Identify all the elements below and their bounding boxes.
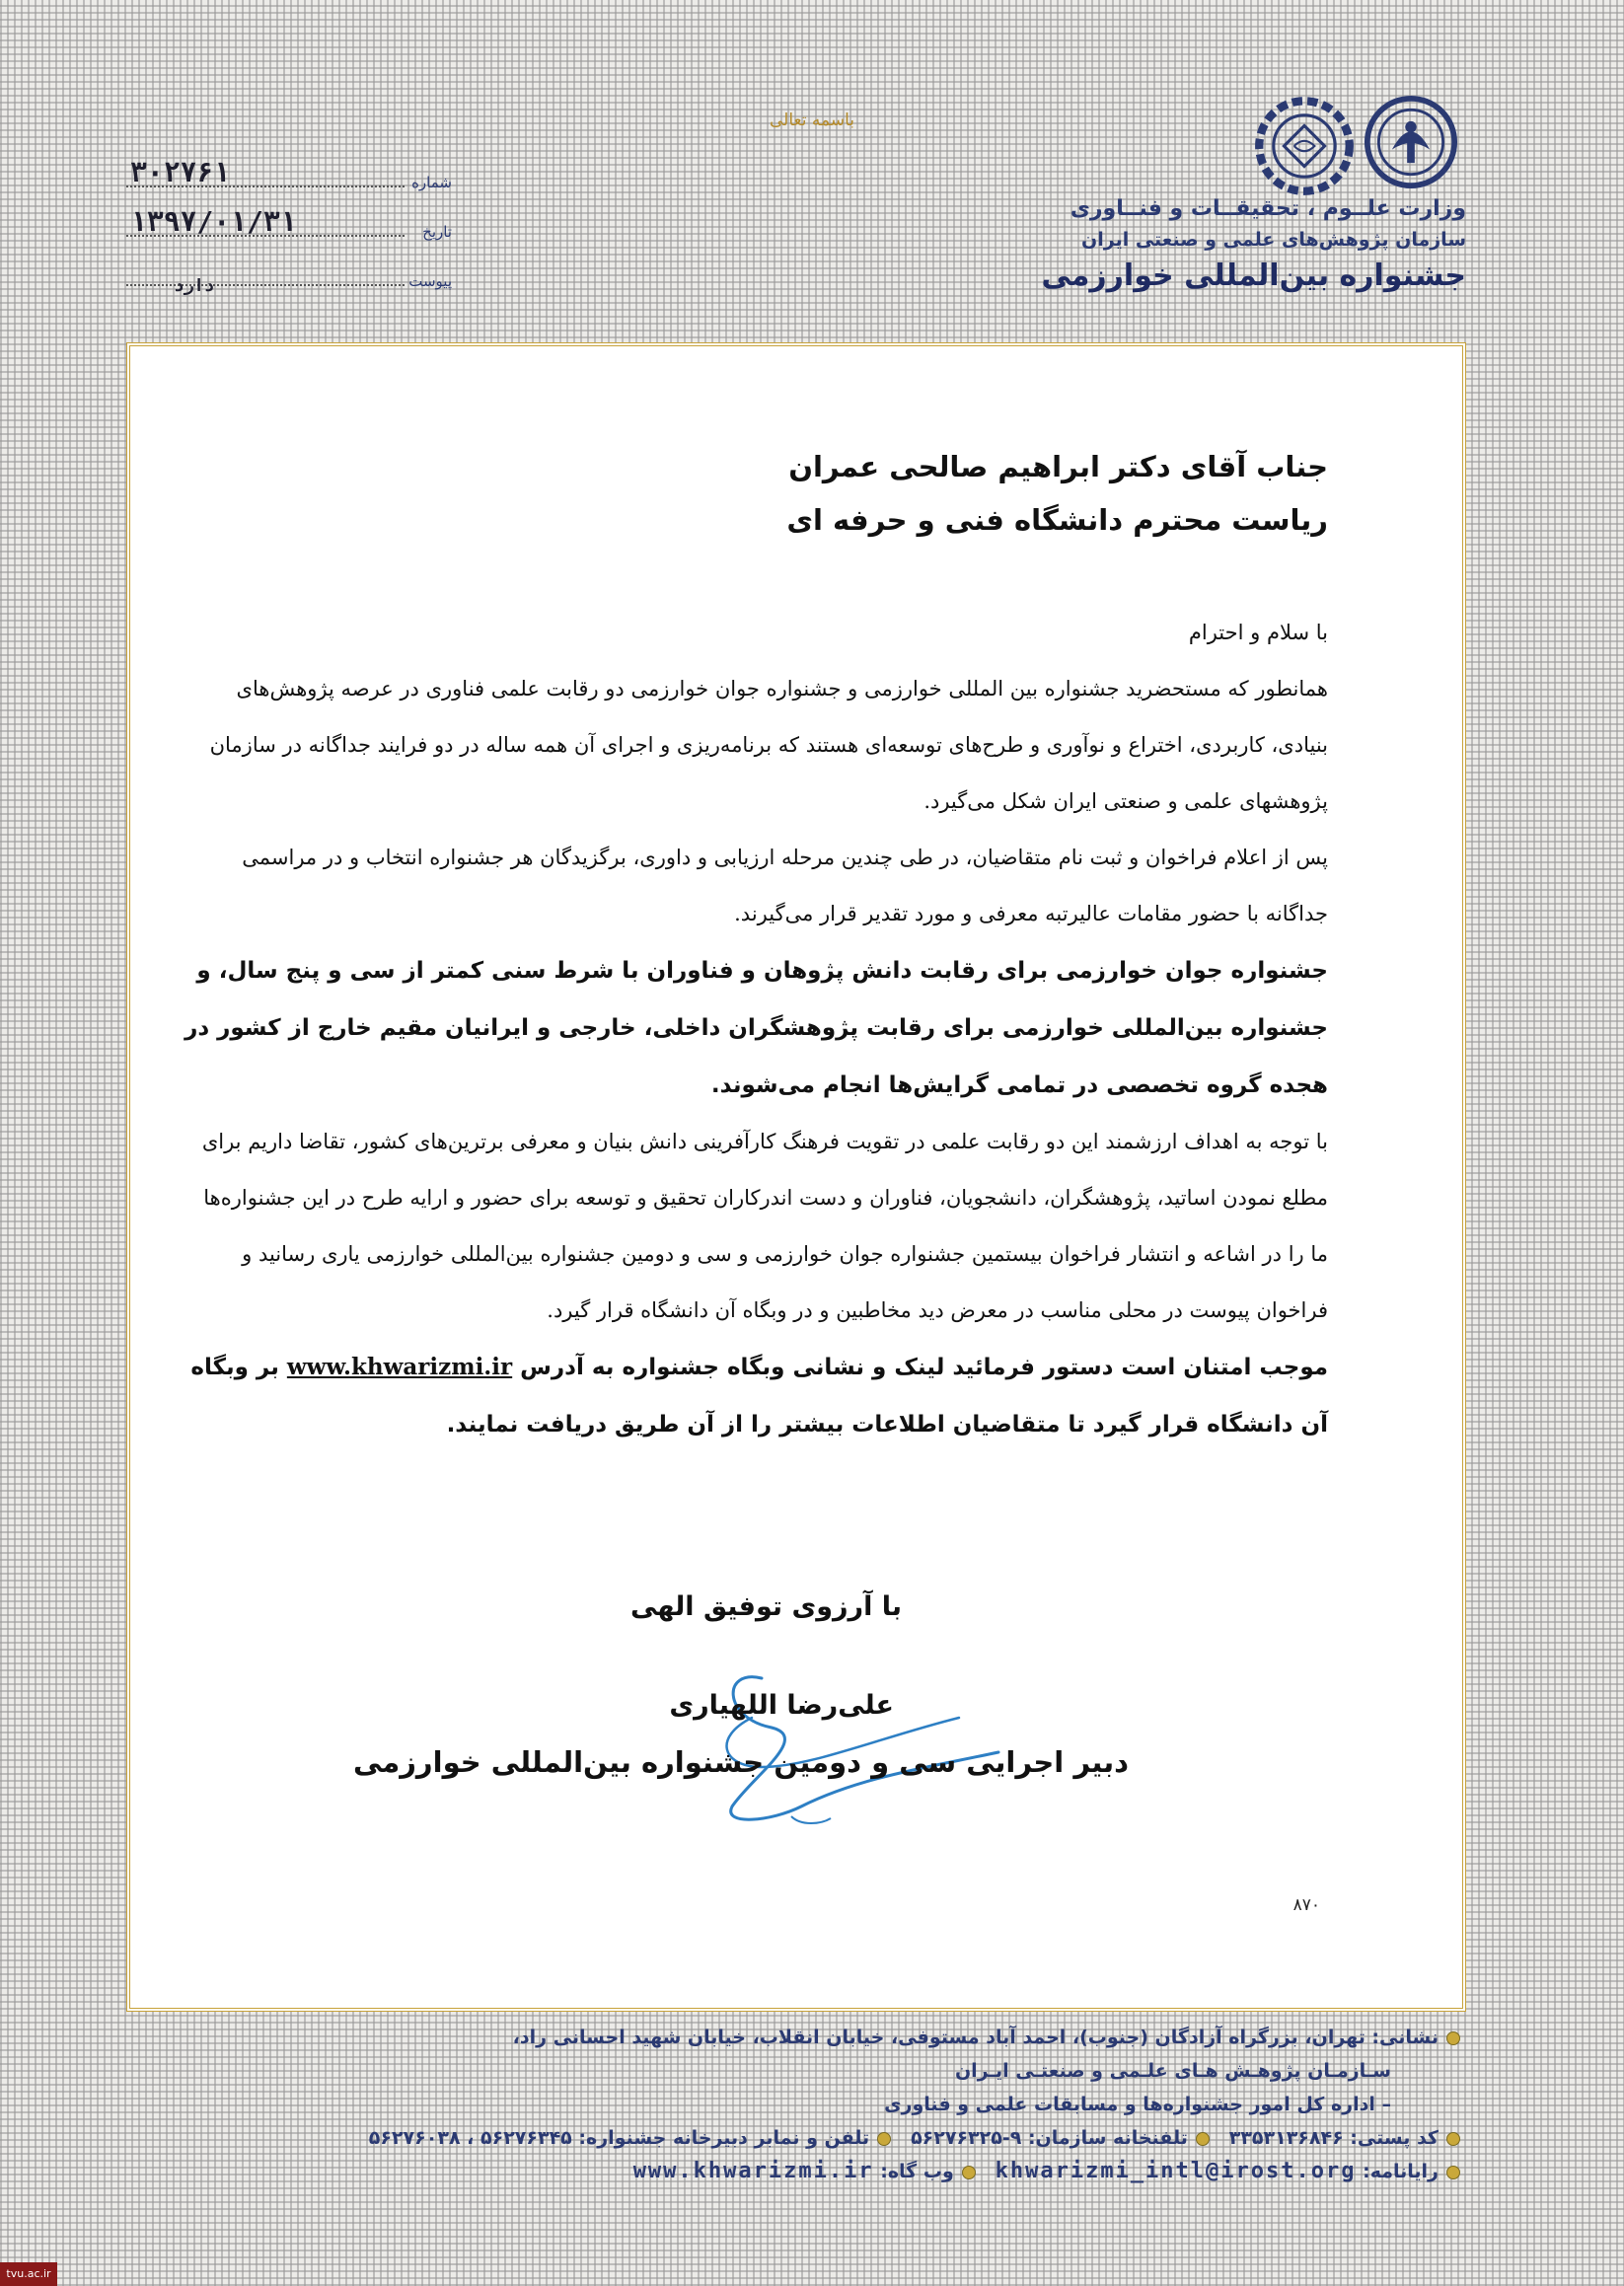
switchboard-phone: تلفنخانه سازمان: ۹-۵۶۲۷۶۳۲۵ <box>911 2127 1188 2149</box>
bullet-icon <box>1446 2166 1460 2179</box>
footer-organization: سـازمـان پژوهـش هـای علـمی و صنعتـی ایـران <box>954 2060 1391 2082</box>
meta-number-label: شماره <box>411 174 452 191</box>
letter-body-frame <box>126 342 1466 2012</box>
bullet-icon <box>877 2132 891 2146</box>
footer-contacts <box>168 2155 1460 2188</box>
recipient-block <box>440 440 1328 547</box>
signer-name: علی‌رضا اللهیاری <box>669 1690 894 1721</box>
web-label: وب گاه: <box>880 2161 954 2182</box>
meta-attachment-label: پیوست <box>408 272 452 290</box>
postal-code: کد پستی: ۳۳۵۳۱۳۶۸۴۶ <box>1228 2127 1439 2149</box>
meta-date-row <box>126 205 452 255</box>
footer-address: نشانی: تهران، بزرگراه آزادگان (جنوب)، احمد آباد مستوفی، خیابان انقلاب، خیابان شهید احسانی راد، <box>168 2021 1460 2054</box>
bullet-icon <box>1446 2031 1460 2045</box>
paragraph-2: پس از اعلام فراخوان و ثبت نام متقاضیان، در طی چندین مرحله ارزیابی و داوری، برگزیدگان هر جشنواره انتخاب و در مراسمی جداگانه با حضور مقامات عالیرتبه معرفی و مورد تقدیر قرار می‌گیرند. <box>242 846 1328 925</box>
organization-header <box>993 193 1466 298</box>
bullet-icon <box>1446 2132 1460 2146</box>
recipient-name: جناب آقای دکتر ابراهیم صالحی عمران <box>788 450 1328 483</box>
letter-footer <box>168 2021 1460 2188</box>
web-link[interactable]: www.khwarizmi.ir <box>632 2159 874 2183</box>
document-code: ۸۷۰ <box>1292 1895 1320 1915</box>
recipient-position: ریاست محترم دانشگاه فنی و حرفه ای <box>786 503 1328 537</box>
footer-department: – اداره کل امور جشنواره‌ها و مسابقات علمی و فناوری <box>884 2094 1391 2115</box>
meta-date-label: تاریخ <box>422 223 452 241</box>
meta-attachment-row <box>126 255 452 304</box>
greeting: با سلام و احترام <box>1188 621 1328 644</box>
organization-name: سازمان پژوهش‌های علمی و صنعتی ایران <box>1081 229 1466 251</box>
paragraph-5: موجب امتنان است دستور فرمائید لینک و نشانی وبگاه جشنواره به آدرس www.khwarizmi.ir بر وبگاه آن دانشگاه قرار گیرد تا متقاضیان اطلاعات بیشتر را از آن طریق دریافت نمایند. <box>190 1354 1328 1438</box>
meta-number-row <box>126 156 452 205</box>
ministry-logo-icon <box>1364 95 1458 189</box>
email-label: رایانامه: <box>1363 2161 1439 2182</box>
bullet-icon <box>1196 2132 1210 2146</box>
meta-date-value: ۱۳۹۷/۰۱/۳۱ <box>130 205 297 238</box>
secretariat-phone-fax: تلفن و نمابر دبیرخانه جشنواره: ۵۶۲۷۶۳۴۵ ، ۵۶۲۷۶۰۳۸ <box>368 2127 870 2149</box>
letter-body <box>184 605 1328 1453</box>
email-link[interactable]: khwarizmi_intl@irost.org <box>995 2159 1357 2183</box>
invocation-text: باسمه تعالی <box>770 111 854 130</box>
paragraph-3: جشنواره جوان خوارزمی برای رقابت دانش پژوهان و فناوران با شرط سنی کمتر از سی و پنج سال، و جشنواره بین‌المللی خوارزمی برای رقابت پژوهشگران داخلی، خارجی و ایرانیان مقیم خارج از کشور در هجده گروه تخصصی در تمامی گرایش‌ها انجام می‌شوند. <box>185 958 1328 1098</box>
meta-attachment-value: دارد <box>174 276 214 296</box>
ministry-name: وزارت علــوم ، تحقیقــات و فنــاوری <box>1070 196 1466 221</box>
khwarizmi-festival-logo-icon <box>1253 95 1356 197</box>
closing-phrase: با آرزوی توفیق الهی <box>630 1591 902 1622</box>
festival-name: جشنواره بین‌المللی خوارزمی <box>1041 258 1466 293</box>
site-badge: tvu.ac.ir <box>0 2262 57 2286</box>
paragraph-4: با توجه به اهداف ارزشمند این دو رقابت علمی در تقویت فرهنگ کارآفرینی دانش بنیان و معرفی برترین‌های کشور، تقاضا داریم برای مطلع نمودن اساتید، پژوهشگران، دانشجویان، فناوران و دست اندرکاران تحقیق و توسعه برای حضور و ارایه طرح در این جشنواره‌ها ما را در اشاعه و انتشار فراخوان بیستمین جشنواره جوان خوارزمی و سی و دومین جشنواره بین‌المللی خوارزمی یاری رسانید و فراخوان پیوست در محلی مناسب در معرض دید مخاطبین و در وبگاه آن دانشگاه قرار گیرد. <box>201 1130 1328 1322</box>
bullet-icon <box>962 2166 976 2179</box>
signer-title: دبیر اجرایی سی و دومین جشنواره بین‌المللی خوارزمی <box>352 1745 1129 1779</box>
footer-phones <box>168 2121 1460 2155</box>
festival-website-link[interactable]: www.khwarizmi.ir <box>286 1354 513 1380</box>
letter-meta <box>126 156 452 304</box>
paragraph-1: همانطور که مستحضرید جشنواره بین المللی خوارزمی و جشنواره جوان خوارزمی دو رقابت علمی فناوری در عرصه پژوهش‌های بنیادی، کاربردی، اختراع و نوآوری و طرح‌های توسعه‌ای هستند که برنامه‌ریزی و اجرای آن همه ساله در دو فرایند جداگانه در سازمان پژوهشهای علمی و صنعتی ایران شکل می‌گیرد. <box>209 677 1328 813</box>
meta-number-value: ۳۰۲۷۶۱ <box>130 156 231 188</box>
